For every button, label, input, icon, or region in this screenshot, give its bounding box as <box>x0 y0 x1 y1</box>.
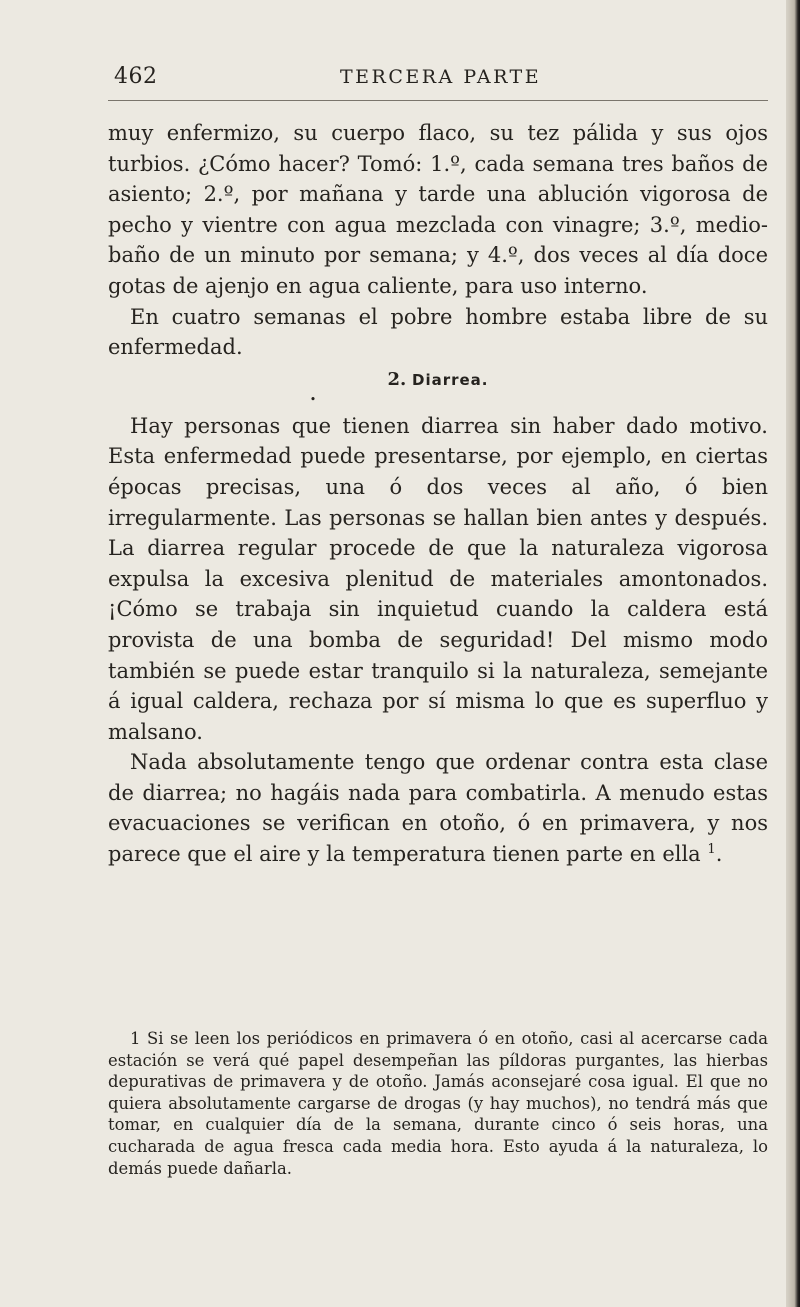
footnote-text: Si se leen los periódicos en primavera ó en otoño, casi al acercarse cada estación se verá qué papel desempeñan las píldoras purgantes, las hierbas depurativas de primavera y de otoño. Jamás aconsejaré cosa igual. El que no quiera absolutamente cargarse de drogas (y hay muchos), no tendrá más que tomar, en cualquier día de la semana, durante cinco ó seis horas, una cucharada de agua fresca cada media hora. Esto ayuda á la naturaleza, lo demás puede dañarla. <box>108 1029 769 1178</box>
ornament-dot: • <box>309 392 317 406</box>
section-heading <box>108 365 768 395</box>
paragraph-continued: muy enfermizo, su cuerpo flaco, su tez pálida y sus ojos turbios. ¿Cómo hacer? Tomó: 1.º, cada semana tres baños de asiento; 2.º, por mañana y tarde una ablución vigorosa de pecho y vientre con agua mezclada con vinagre; 3.º, medio-baño de un minuto por semana; y 4.º, dos veces al día doce gotas de ajenjo en agua caliente, para uso interno. <box>108 121 768 298</box>
paragraph-text: Nada absolutamente tengo que ordenar contra esta clase de diarrea; no hagáis nada para combatirla. A menudo estas evacuaciones se verifican en otoño, ó en primavera, y nos parece que el aire y la temperatura tienen parte en ella <box>108 750 768 867</box>
section-title: Diarrea. <box>412 370 489 389</box>
footnote <box>108 1028 768 1179</box>
paragraph-end: . <box>715 842 723 867</box>
paragraph: Hay personas que tienen diarrea sin haber dado motivo. Esta enfermedad puede presentarse, por ejemplo, en ciertas épocas precisas, una ó dos veces al año, ó bien irregularmente. Las personas se hallan bien antes y después. La diarrea regular procede de que la naturaleza vigorosa expulsa la excesiva plenitud de materiales amontonados. ¡Cómo se trabaja sin inquietud cuando la caldera está provista de una bomba de seguridad! Del mismo modo también se puede estar tranquilo si la naturaleza, semejante á igual caldera, rechaza por sí misma lo que es superfluo y malsano. <box>108 413 768 744</box>
page-edge-shadow <box>786 0 800 1307</box>
page-header <box>108 60 768 94</box>
section-number: 2. <box>387 368 407 390</box>
footnote-marker: 1 <box>130 1029 141 1048</box>
footnote-reference: 1 <box>707 842 716 858</box>
paragraph: En cuatro semanas el pobre hombre estaba libre de su enfermedad. <box>108 304 768 360</box>
page-number: 462 <box>114 64 158 89</box>
running-head: TERCERA PARTE <box>340 66 542 88</box>
paragraph-final <box>108 747 768 869</box>
header-rule <box>108 100 768 101</box>
body-text <box>108 118 768 870</box>
